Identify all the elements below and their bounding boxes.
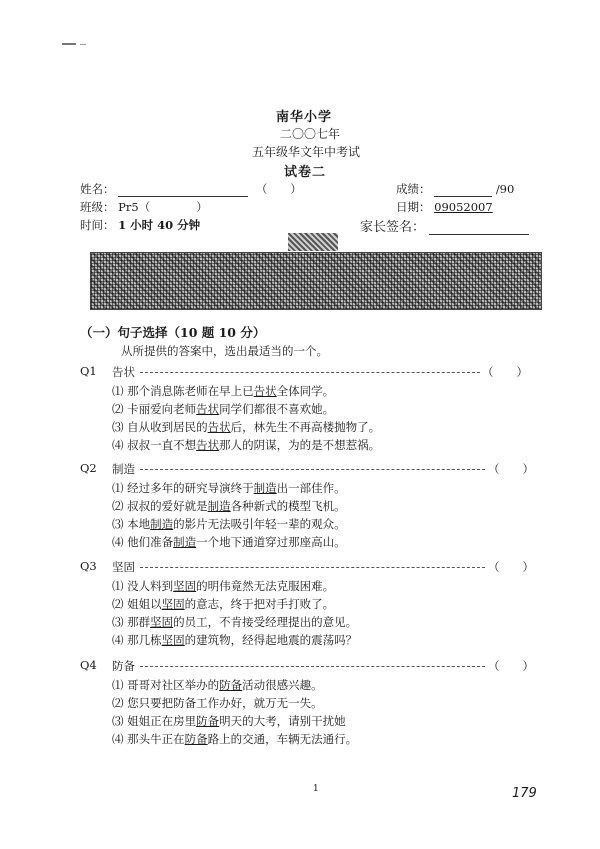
option-word: 制造: [173, 535, 197, 549]
option-line: [112, 731, 357, 747]
time-value: 1 小时 40 分钟: [118, 218, 201, 232]
option-text: ⑶ 自从收到居民的: [112, 420, 208, 434]
parent-sign-label: 家长签名：: [360, 220, 426, 235]
question-number: Q1: [80, 364, 97, 378]
parent-sign-line[interactable]: [429, 222, 529, 235]
option-line: [112, 677, 323, 693]
question-word: 坚固: [112, 560, 135, 574]
question-word: 制造: [112, 462, 135, 476]
option-text: 路上的交通，车辆无法通行。: [207, 732, 358, 746]
option-line: [112, 578, 334, 594]
option-word: 坚固: [161, 597, 185, 611]
option-text: 的建筑物，经得起地震的震荡吗？: [184, 633, 358, 647]
class-label: 班级：: [80, 200, 115, 214]
option-word: 制造: [207, 499, 231, 513]
answer-paren[interactable]: （ ）: [488, 462, 534, 476]
name-input-line[interactable]: [118, 184, 248, 197]
option-text: ⑷ 那几栋: [112, 633, 162, 647]
option-line: [112, 695, 323, 711]
option-text: ⑴ 哥哥对社区举办的: [112, 678, 220, 692]
option-text: 同学们都很不喜欢她。: [219, 402, 335, 416]
option-text: 的明伟竟然无法克服困难。: [196, 579, 335, 593]
page-number: 1: [313, 784, 319, 794]
date-value: 09052007: [434, 200, 493, 214]
option-line: [112, 498, 346, 514]
stamp-image: [288, 233, 338, 251]
class-field: [80, 199, 208, 215]
option-text: 出一部佳作。: [276, 481, 346, 495]
question-word: 防备: [112, 659, 135, 673]
option-text: 明天的大考，请别干扰她: [219, 714, 346, 728]
option-line: [112, 437, 380, 453]
option-word: 坚固: [161, 633, 185, 647]
option-word: 告状: [196, 438, 220, 452]
option-text: ⑵ 卡丽爱向老师: [112, 402, 197, 416]
option-text: 一个地下通道穿过那座高山。: [196, 535, 346, 549]
option-word: 告状: [207, 420, 231, 434]
option-line: [112, 614, 357, 630]
scan-mark: [62, 43, 76, 45]
option-text: ⑴ 经过多年的研究导演终于: [112, 481, 254, 495]
section-instruction: 从所提供的答案中，选出最适当的一个。: [121, 344, 328, 358]
option-text: 全体同学。: [276, 384, 335, 398]
date-label: 日期：: [396, 200, 431, 214]
score-input-line[interactable]: [434, 184, 492, 197]
option-text: 那人的阴谋，为的是不想惹祸。: [219, 438, 381, 452]
dash-leader: [140, 372, 480, 373]
section-title: （一）句子选择（10 题 10 分）: [80, 325, 266, 340]
option-text: ⑶ 本地: [112, 517, 151, 531]
option-line: [112, 516, 346, 532]
paper-title: 试卷二: [284, 165, 327, 180]
option-text: ⑵ 姐姐以: [112, 597, 162, 611]
option-word: 坚固: [173, 579, 197, 593]
option-text: 的意志，终于把对手打败了。: [184, 597, 335, 611]
question-word: 告状: [112, 365, 135, 379]
name-paren: （ ）: [255, 182, 302, 196]
time-field: [80, 217, 200, 233]
option-word: 防备: [219, 678, 243, 692]
answer-paren[interactable]: （ ）: [488, 560, 534, 574]
dash-leader: [140, 666, 485, 667]
question-number: Q4: [80, 658, 97, 672]
handwritten-page-mark: 179: [512, 786, 537, 801]
option-line: [112, 596, 334, 612]
name-field: [80, 181, 302, 197]
option-text: 各种新式的模型飞机。: [230, 499, 346, 513]
option-line: [112, 534, 346, 550]
scan-mark-2: [80, 44, 86, 45]
option-word: 防备: [196, 714, 220, 728]
score-field: [396, 181, 514, 197]
option-text: ⑴ 那个消息陈老师在早上已: [112, 384, 254, 398]
option-line: [112, 419, 380, 435]
school-name: 南华小学: [276, 110, 333, 125]
exam-year: 二〇〇七年: [280, 127, 341, 141]
option-word: 告状: [253, 384, 277, 398]
score-total: /90: [495, 182, 515, 196]
question-number: Q3: [80, 559, 97, 573]
name-label: 姓名：: [80, 182, 115, 196]
answer-paren[interactable]: （ ）: [488, 659, 534, 673]
option-line: [112, 480, 346, 496]
option-line: [112, 383, 334, 399]
option-text: 的影片无法吸引年轻一辈的观众。: [173, 517, 346, 531]
date-field: [396, 199, 493, 215]
option-line: [112, 632, 357, 648]
option-line: [112, 401, 334, 417]
option-text: ⑷ 那头牛正在: [112, 732, 185, 746]
dash-leader: [140, 567, 485, 568]
option-text: ⑷ 叔叔一直不想: [112, 438, 197, 452]
option-text: ⑶ 那群: [112, 615, 151, 629]
dash-leader: [140, 469, 485, 470]
parent-sign-field: [360, 216, 529, 235]
time-label: 时间：: [80, 218, 115, 232]
option-line: [112, 713, 346, 729]
option-text: ⑷ 他们准备: [112, 535, 174, 549]
option-text: 活动很感兴趣。: [242, 678, 323, 692]
exam-title: 五年级华文年中考试: [252, 145, 361, 159]
answer-paren[interactable]: （ ）: [482, 365, 528, 379]
question-number: Q2: [80, 461, 97, 475]
class-value: Pr5（ ）: [118, 200, 208, 214]
option-text: ⑵ 您只要把防备工作办好，就万无一失。: [112, 696, 323, 710]
option-text: ⑴ 没人料到: [112, 579, 174, 593]
option-word: 防备: [184, 732, 208, 746]
score-label: 成绩：: [396, 182, 431, 196]
option-text: ⑶ 姐姐正在房里: [112, 714, 197, 728]
option-word: 制造: [150, 517, 174, 531]
option-word: 制造: [253, 481, 277, 495]
option-word: 告状: [196, 402, 220, 416]
option-text: 后，林先生不再高楼抛物了。: [230, 420, 381, 434]
option-word: 坚固: [150, 615, 174, 629]
option-text: ⑵ 叔叔的爱好就是: [112, 499, 208, 513]
option-text: 的员工，不肯接受经理提出的意见。: [173, 615, 358, 629]
scanned-banner-image: [90, 252, 542, 310]
